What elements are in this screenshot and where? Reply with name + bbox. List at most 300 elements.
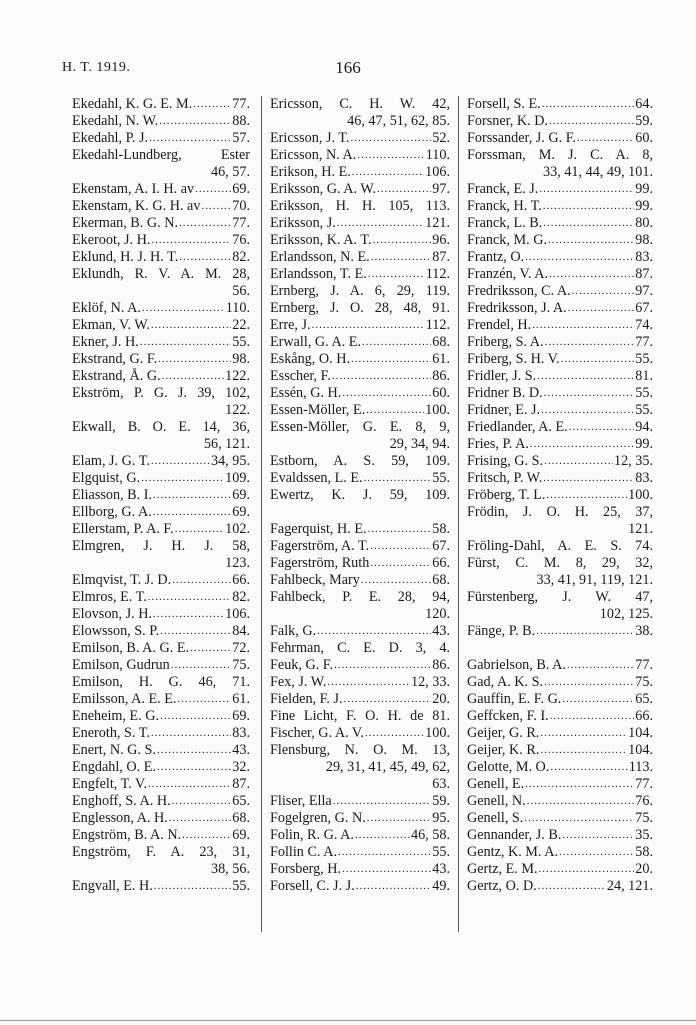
- entry-name: Franck, E. J.: [467, 181, 539, 197]
- entry-name: Emilson, Gudrun: [72, 657, 170, 673]
- dot-leader: [332, 368, 431, 385]
- index-entry: [72, 96, 250, 113]
- index-entry: Emilson, H. G. 46, 71.: [72, 674, 250, 690]
- entry-name: Ekedahl, N. W.: [72, 113, 159, 129]
- entry-name: Fogelgren, G. N.: [270, 810, 366, 826]
- dot-leader: [548, 232, 634, 249]
- entry-pages: 57.: [232, 130, 250, 146]
- entry-name: Fagerquist, H. E.: [270, 521, 367, 537]
- index-entry: [270, 844, 450, 861]
- entry-name: Gabrielson, B. A.: [467, 657, 566, 673]
- dot-leader: [539, 181, 634, 198]
- entry-name: Fridner B. D.: [467, 385, 543, 401]
- entry-name: Geijer, K. R.: [467, 742, 540, 758]
- entry-pages: 87.: [232, 776, 250, 792]
- index-entry: [467, 96, 653, 113]
- entry-pages: 70.: [232, 198, 250, 214]
- index-entry: Ekström, P. G. J. 39, 102,: [72, 385, 250, 401]
- entry-name: Evaldssen, L. E.: [270, 470, 363, 486]
- dot-leader: [370, 538, 431, 555]
- dot-leader: [149, 130, 231, 147]
- dot-leader: [361, 572, 431, 589]
- entry-pages: 77.: [232, 96, 250, 112]
- index-entry: Fehrman, C. E. D. 3, 4.: [270, 640, 450, 656]
- dot-leader: [190, 640, 231, 657]
- dot-leader: [538, 878, 606, 895]
- index-entry: [270, 249, 450, 266]
- index-entry: [467, 657, 653, 674]
- dot-leader: [561, 351, 635, 368]
- dot-leader: [177, 691, 231, 708]
- entry-name: Fries, P. A.: [467, 436, 529, 452]
- index-entry: [467, 385, 653, 402]
- index-entry: [467, 470, 653, 487]
- index-entry: [72, 470, 250, 487]
- index-entry: [467, 249, 653, 266]
- index-entry: [467, 674, 653, 691]
- dot-leader: [368, 266, 425, 283]
- entry-name: Ekedahl, K. G. E. M.: [72, 96, 193, 112]
- entry-pages: 75.: [232, 657, 250, 673]
- dot-leader: [568, 300, 635, 317]
- entry-name: Eneheim, E. G.: [72, 708, 160, 724]
- index-entry: [72, 113, 250, 130]
- index-entry: Ernberg, J. O. 28, 48, 91.: [270, 300, 450, 316]
- column-divider-1: [261, 96, 262, 932]
- entry-pages: 77.: [635, 334, 653, 350]
- index-entry: [270, 725, 450, 742]
- entry-name: Frendel, H.: [467, 317, 532, 333]
- entry-name: Forsner, K. D.: [467, 113, 549, 129]
- dot-leader: [193, 96, 231, 113]
- index-entry: [270, 521, 450, 538]
- entry-pages: 83.: [232, 725, 250, 741]
- entry-name: Gelotte, M. O.: [467, 759, 550, 775]
- entry-pages: 82.: [232, 589, 250, 605]
- dot-leader: [327, 674, 410, 691]
- index-entry: [72, 725, 250, 742]
- dot-leader: [179, 249, 231, 266]
- index-entry: [270, 317, 450, 334]
- dot-leader: [151, 317, 231, 334]
- index-entry: Ekwall, B. O. E. 14, 36,: [72, 419, 250, 435]
- dot-leader: [172, 572, 231, 589]
- entry-pages: 77.: [232, 215, 250, 231]
- entry-name: Engfelt, T. V.: [72, 776, 148, 792]
- index-entry-continuation: 56.: [232, 283, 250, 299]
- index-entry: [270, 351, 450, 368]
- entry-name: Elowsson, S. P.: [72, 623, 160, 639]
- index-entry: [467, 708, 653, 725]
- entry-name: Fagerström, Ruth: [270, 555, 370, 571]
- index-entry: [72, 759, 250, 776]
- entry-pages: 67.: [635, 300, 653, 316]
- index-entry: Forssman, M. J. C. A. 8,: [467, 147, 653, 163]
- entry-pages: 98.: [232, 351, 250, 367]
- dot-leader: [337, 215, 424, 232]
- index-entry-continuation: 33, 41, 91, 119, 121.: [536, 572, 653, 588]
- index-entry: [270, 674, 450, 691]
- dot-leader: [550, 708, 635, 725]
- entry-pages: 69.: [232, 487, 250, 503]
- entry-name: Fahlbeck, Mary: [270, 572, 360, 588]
- entry-name: Elgquist, G.: [72, 470, 141, 486]
- index-entry: [467, 623, 653, 640]
- entry-name: Eklöf, N. A.: [72, 300, 141, 316]
- entry-name: Engström, B. A. N.: [72, 827, 182, 843]
- entry-name: Fridler, J. S.: [467, 368, 537, 384]
- index-entry: [270, 232, 450, 249]
- section-gap: [467, 640, 653, 657]
- index-entry: [72, 521, 250, 538]
- entry-name: Essen-Möller, E.: [270, 402, 366, 418]
- dot-leader: [577, 130, 634, 147]
- index-entry: [72, 249, 250, 266]
- index-entry: [270, 657, 450, 674]
- entry-name: Enert, N. G. S.: [72, 742, 156, 758]
- index-entry: [467, 300, 653, 317]
- index-entry: Ewertz, K. J. 59, 109.: [270, 487, 450, 503]
- dot-leader: [153, 504, 232, 521]
- index-entry: [270, 147, 450, 164]
- column-divider-2: [458, 96, 459, 932]
- dot-leader: [543, 215, 634, 232]
- entry-pages: 43.: [432, 861, 450, 877]
- index-entry: [467, 810, 653, 827]
- entry-pages: 104.: [628, 725, 653, 741]
- dot-leader: [351, 351, 431, 368]
- dot-leader: [524, 810, 634, 827]
- dot-leader: [350, 130, 431, 147]
- entry-pages: 87.: [635, 266, 653, 282]
- index-entry: [467, 861, 653, 878]
- dot-leader: [151, 725, 231, 742]
- index-entry: [467, 130, 653, 147]
- index-entry: [467, 351, 653, 368]
- index-entry: [270, 691, 450, 708]
- index-entry: [72, 572, 250, 589]
- dot-leader: [159, 113, 231, 130]
- entry-pages: 77.: [635, 776, 653, 792]
- index-entry: [72, 317, 250, 334]
- dot-leader: [148, 776, 231, 793]
- entry-pages: 58.: [432, 521, 450, 537]
- entry-name: Franzén, V. A.: [467, 266, 549, 282]
- dot-leader: [368, 521, 432, 538]
- index-entry: Ericsson, C. H. W. 42,: [270, 96, 450, 112]
- entry-pages: 113.: [628, 759, 653, 775]
- entry-name: Gertz, O. D.: [467, 878, 537, 894]
- index-entry: [467, 419, 653, 436]
- dot-leader: [153, 606, 224, 623]
- entry-pages: 55.: [635, 402, 653, 418]
- dot-leader: [355, 827, 410, 844]
- entry-name: Erlandsson, N. E.: [270, 249, 370, 265]
- index-entry: Engström, F. A. 23, 31,: [72, 844, 250, 860]
- entry-name: Enghoff, S. A. H.: [72, 793, 171, 809]
- index-entry: [72, 708, 250, 725]
- entry-pages: 83.: [635, 470, 653, 486]
- index-entry: [72, 640, 250, 657]
- index-entry: [270, 266, 450, 283]
- entry-name: Engvall, E. H.: [72, 878, 153, 894]
- index-entry-continuation: 63.: [432, 776, 450, 792]
- entry-pages: 95.: [432, 810, 450, 826]
- entry-name: Ellerstam, P. A. F.: [72, 521, 174, 537]
- entry-pages: 76.: [635, 793, 653, 809]
- dot-leader: [157, 742, 231, 759]
- index-entry: [467, 844, 653, 861]
- entry-name: Ekstrand, G. F.: [72, 351, 158, 367]
- dot-leader: [151, 232, 231, 249]
- dot-leader: [342, 861, 431, 878]
- entry-pages: 99.: [635, 436, 653, 452]
- entry-pages: 32.: [232, 759, 250, 775]
- index-entry: [72, 351, 250, 368]
- index-entry: [270, 827, 450, 844]
- index-entry: [72, 300, 250, 317]
- entry-name: Gennander, J. B.: [467, 827, 562, 843]
- dot-leader: [377, 181, 431, 198]
- entry-pages: 65.: [635, 691, 653, 707]
- index-entry: [270, 385, 450, 402]
- index-entry: Eriksson, H. H. 105, 113.: [270, 198, 450, 214]
- dot-leader: [543, 198, 635, 215]
- page-bottom-edge: [0, 1020, 696, 1021]
- entry-name: Falk, G.: [270, 623, 317, 639]
- dot-leader: [157, 759, 231, 776]
- dot-leader: [142, 300, 225, 317]
- dot-leader: [201, 198, 231, 215]
- entry-name: Ekerman, B. G. N.: [72, 215, 178, 231]
- entry-name: Feuk, G. F.: [270, 657, 334, 673]
- entry-pages: 65.: [232, 793, 250, 809]
- entry-pages: 59.: [432, 793, 450, 809]
- dot-leader: [333, 793, 432, 810]
- entry-pages: 112.: [425, 317, 450, 333]
- dot-leader: [154, 878, 231, 895]
- entry-name: Genell, E.: [467, 776, 525, 792]
- entry-pages: 99.: [635, 181, 653, 197]
- entry-pages: 88.: [232, 113, 250, 129]
- entry-name: Fex, J. W.: [270, 674, 327, 690]
- entry-pages: 43.: [432, 623, 450, 639]
- dot-leader: [162, 368, 225, 385]
- entry-name: Esscher, F.: [270, 368, 331, 384]
- entry-pages: 96.: [432, 232, 450, 248]
- dot-leader: [158, 351, 231, 368]
- index-entry-continuation: 29, 34, 94.: [389, 436, 450, 452]
- index-entry-continuation: 46, 47, 51, 62, 85.: [347, 113, 450, 129]
- dot-leader: [562, 827, 634, 844]
- index-entry: [270, 810, 450, 827]
- dot-leader: [540, 742, 627, 759]
- dot-leader: [525, 249, 634, 266]
- entry-pages: 69.: [232, 827, 250, 843]
- entry-name: Forssander, J. G. F.: [467, 130, 577, 146]
- index-column-2: [270, 96, 450, 895]
- dot-leader: [371, 249, 432, 266]
- entry-name: Friedlander, A. E.: [467, 419, 568, 435]
- index-entry: [72, 487, 250, 504]
- index-entry: [467, 793, 653, 810]
- index-entry-continuation: 121.: [628, 521, 653, 537]
- index-entry: [467, 487, 653, 504]
- entry-name: Ekedahl, P. J.: [72, 130, 149, 146]
- entry-name: Ericsson, N. A.: [270, 147, 357, 163]
- dot-leader: [357, 147, 424, 164]
- entry-pages: 55.: [432, 844, 450, 860]
- entry-pages: 72.: [232, 640, 250, 656]
- entry-pages: 77.: [635, 657, 653, 673]
- index-entry-continuation: 120.: [425, 606, 450, 622]
- entry-name: Frantz, O.: [467, 249, 525, 265]
- index-entry-continuation: 46, 57.: [210, 164, 250, 180]
- dot-leader: [148, 589, 232, 606]
- entry-name: Gertz, E. M.: [467, 861, 538, 877]
- entry-name: Emilson, B. A. G. E.: [72, 640, 190, 656]
- entry-name: Elmqvist, T. J. D.: [72, 572, 172, 588]
- dot-leader: [195, 181, 231, 198]
- entry-name: Fliser, Ella: [270, 793, 332, 809]
- index-entry: [72, 368, 250, 385]
- entry-pages: 60.: [635, 130, 653, 146]
- index-entry: [467, 368, 653, 385]
- index-entry: [467, 776, 653, 793]
- index-entry: Fürstenberg, J. W. 47,: [467, 589, 653, 605]
- entry-name: Forsell, S. E.: [467, 96, 541, 112]
- index-entry: Ekedahl-Lundberg, Ester: [72, 147, 250, 163]
- dot-leader: [559, 844, 634, 861]
- index-entry: [72, 589, 250, 606]
- entry-name: Fridner, E. J.: [467, 402, 541, 418]
- entry-pages: 121.: [425, 215, 450, 231]
- index-entry: [270, 334, 450, 351]
- entry-name: Genell, N.: [467, 793, 526, 809]
- dot-leader: [362, 334, 431, 351]
- dot-leader: [367, 810, 432, 827]
- dot-leader: [545, 334, 635, 351]
- entry-pages: 100.: [425, 725, 450, 741]
- dot-leader: [141, 470, 224, 487]
- entry-pages: 22.: [232, 317, 250, 333]
- entry-pages: 12, 35.: [613, 453, 653, 469]
- dot-leader: [172, 793, 232, 810]
- dot-leader: [550, 759, 627, 776]
- index-entry: [467, 113, 653, 130]
- dot-leader: [160, 708, 231, 725]
- entry-pages: 98.: [635, 232, 653, 248]
- dot-leader: [171, 657, 232, 674]
- entry-pages: 52.: [432, 130, 450, 146]
- entry-name: Ellborg, G. A.: [72, 504, 152, 520]
- entry-pages: 100.: [628, 487, 653, 503]
- index-entry: Fürst, C. M. 8, 29, 32,: [467, 555, 653, 571]
- entry-pages: 102.: [225, 521, 250, 537]
- index-entry: [72, 334, 250, 351]
- dot-leader: [549, 113, 634, 130]
- entry-pages: 80.: [635, 215, 653, 231]
- entry-name: Eklund, H. J. H. T.: [72, 249, 179, 265]
- index-entry: [270, 470, 450, 487]
- index-entry: [467, 215, 653, 232]
- entry-name: Elovson, J. H.: [72, 606, 153, 622]
- dot-leader: [539, 861, 635, 878]
- dot-leader: [546, 487, 627, 504]
- entry-pages: 58.: [635, 844, 653, 860]
- entry-pages: 35.: [635, 827, 653, 843]
- entry-pages: 122.: [225, 368, 250, 384]
- entry-name: Erikson, H. E.: [270, 164, 351, 180]
- index-entry-continuation: 123.: [225, 555, 250, 571]
- index-entry: [467, 436, 653, 453]
- index-entry: [467, 742, 653, 759]
- entry-name: Ericsson, J. T.: [270, 130, 350, 146]
- entry-pages: 55.: [432, 470, 450, 486]
- index-entry: [467, 759, 653, 776]
- entry-name: Essén, G. H.: [270, 385, 342, 401]
- index-entry: [270, 555, 450, 572]
- entry-name: Geijer, G. R.: [467, 725, 540, 741]
- dot-leader: [352, 164, 424, 181]
- entry-pages: 24, 121.: [606, 878, 653, 894]
- index-entry: [467, 878, 653, 895]
- dot-leader: [536, 623, 634, 640]
- entry-pages: 59.: [635, 113, 653, 129]
- index-entry: [72, 623, 250, 640]
- entry-name: Erlandsson, T. E.: [270, 266, 367, 282]
- entry-name: Follin C. A.: [270, 844, 338, 860]
- index-entry: Fahlbeck, P. E. 28, 94,: [270, 589, 450, 605]
- index-entry: [467, 827, 653, 844]
- entry-pages: 86.: [432, 657, 450, 673]
- entry-pages: 76.: [232, 232, 250, 248]
- index-entry: [270, 793, 450, 810]
- entry-name: Eskång, O. H.: [270, 351, 350, 367]
- index-entry: [72, 827, 250, 844]
- entry-pages: 55.: [635, 351, 653, 367]
- dot-leader: [549, 266, 634, 283]
- dot-leader: [140, 334, 231, 351]
- dot-leader: [562, 691, 634, 708]
- entry-pages: 61.: [232, 691, 250, 707]
- entry-pages: 55.: [635, 385, 653, 401]
- page-header-left: H. T. 1919.: [62, 60, 131, 75]
- dot-leader: [366, 402, 424, 419]
- entry-name: Gentz, K. M. A.: [467, 844, 559, 860]
- entry-name: Erwall, G. A. E.: [270, 334, 362, 350]
- dot-leader: [540, 725, 627, 742]
- index-entry-continuation: 122.: [225, 402, 250, 418]
- dot-leader: [160, 623, 231, 640]
- entry-name: Fielden, F. J.: [270, 691, 343, 707]
- entry-name: Fredriksson, J. A.: [467, 300, 567, 316]
- entry-pages: 69.: [232, 181, 250, 197]
- entry-pages: 20.: [635, 861, 653, 877]
- index-entry: Essen-Möller, G. E. 8, 9,: [270, 419, 450, 435]
- dot-leader: [344, 691, 432, 708]
- entry-name: Eliasson, B. I.: [72, 487, 152, 503]
- index-entry: Frödin, J. O. H. 25, 37,: [467, 504, 653, 520]
- index-entry: [467, 266, 653, 283]
- index-entry: [467, 334, 653, 351]
- entry-pages: 97.: [635, 283, 653, 299]
- index-column-1: [72, 96, 250, 895]
- index-entry: [467, 283, 653, 300]
- index-entry: [270, 215, 450, 232]
- entry-name: Ekner, J. H.: [72, 334, 139, 350]
- dot-leader: [373, 232, 432, 249]
